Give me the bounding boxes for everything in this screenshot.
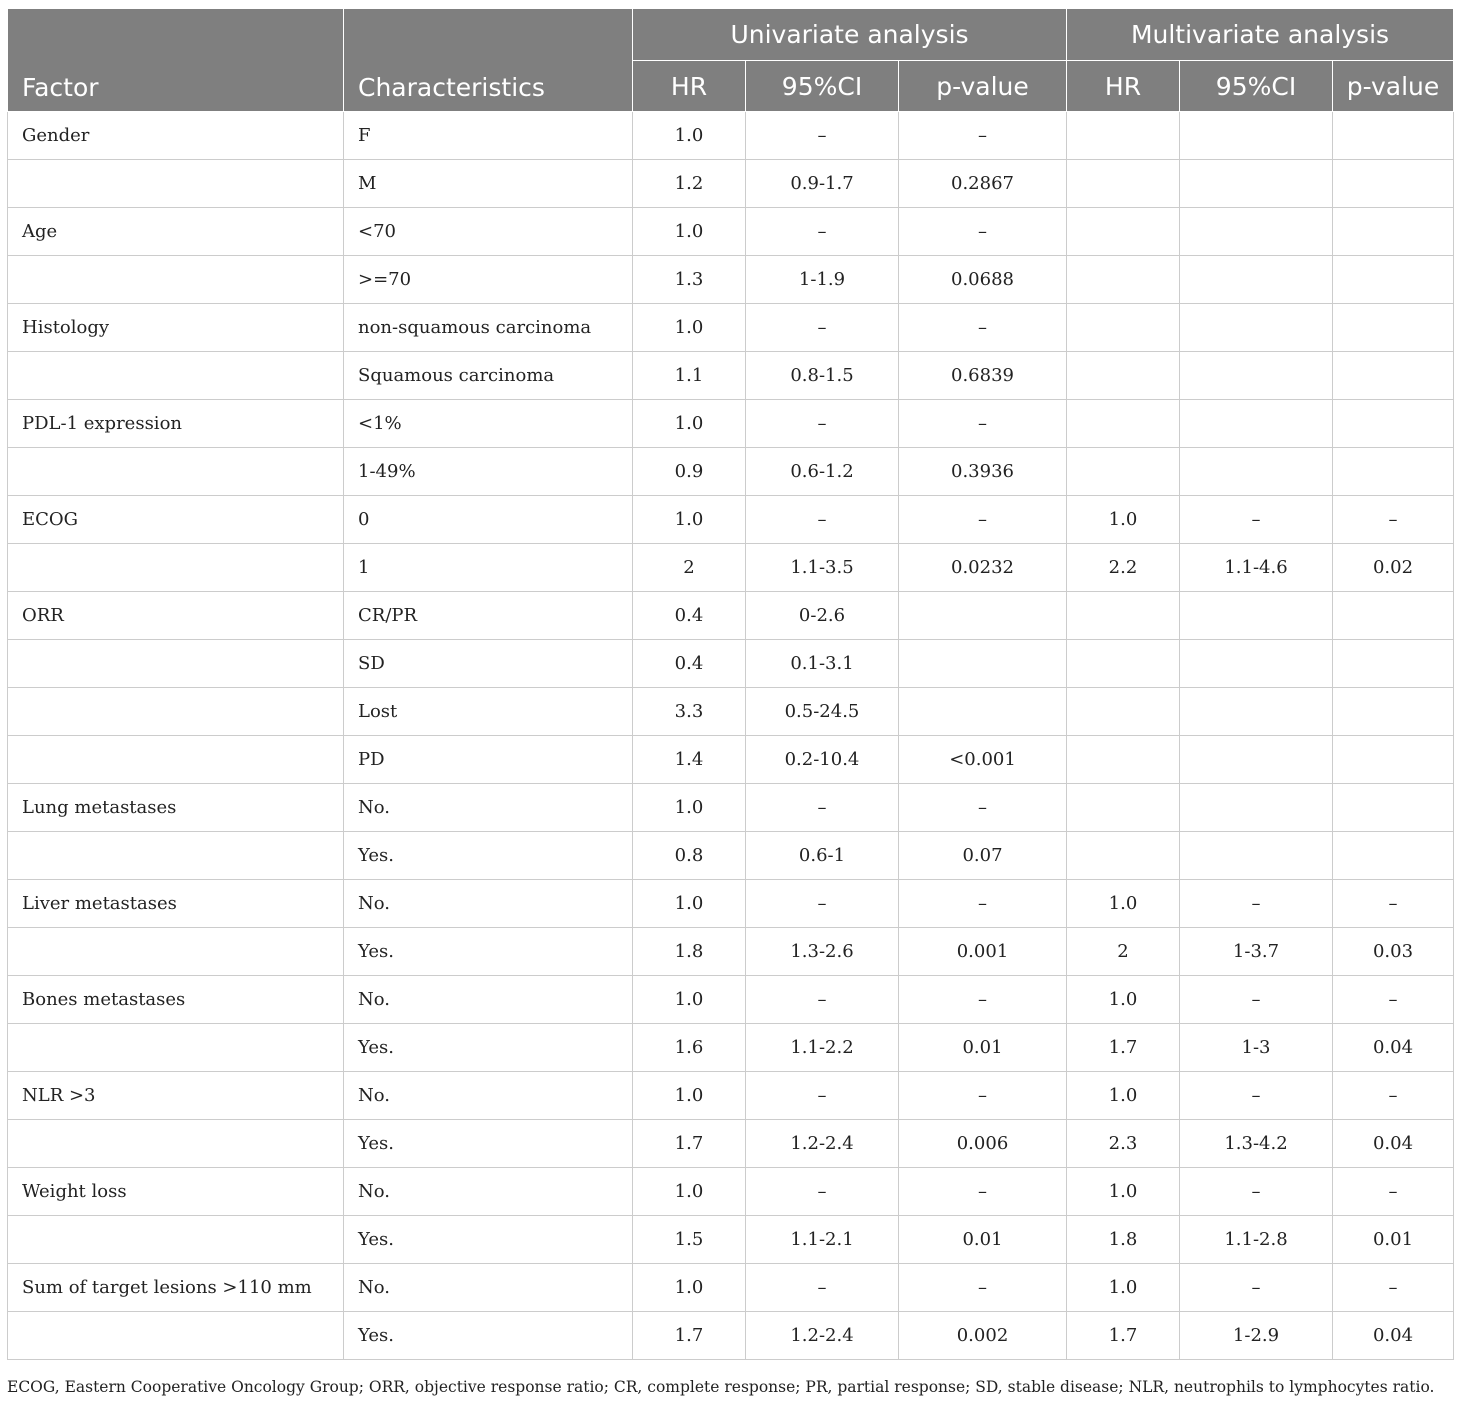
table-row xyxy=(8,352,1454,400)
cell-uni-ci: 1.1-2.1 xyxy=(746,1216,899,1264)
cell-uni-p: – xyxy=(899,112,1067,160)
cell-multi-ci xyxy=(1180,112,1333,160)
cell-uni-ci: 0.6-1.2 xyxy=(746,448,899,496)
cell-factor xyxy=(8,352,344,400)
cell-multi-ci: 1.1-4.6 xyxy=(1180,544,1333,592)
cell-factor xyxy=(8,160,344,208)
cell-multi-ci: – xyxy=(1180,880,1333,928)
cell-uni-hr: 0.4 xyxy=(633,592,746,640)
cell-factor: Histology xyxy=(8,304,344,352)
cell-uni-ci: – xyxy=(746,1168,899,1216)
cell-factor xyxy=(8,544,344,592)
cell-uni-hr: 1.0 xyxy=(633,400,746,448)
table-row xyxy=(8,928,1454,976)
table-row xyxy=(8,832,1454,880)
cell-multi-ci: – xyxy=(1180,1072,1333,1120)
cell-uni-p: 0.01 xyxy=(899,1024,1067,1072)
cell-uni-hr: 0.9 xyxy=(633,448,746,496)
cell-uni-p: – xyxy=(899,1264,1067,1312)
cell-multi-hr xyxy=(1067,448,1180,496)
cell-factor: NLR >3 xyxy=(8,1072,344,1120)
cell-multi-hr xyxy=(1067,256,1180,304)
cell-multi-p xyxy=(1333,112,1454,160)
cell-uni-ci: 0.5-24.5 xyxy=(746,688,899,736)
cell-multi-ci xyxy=(1180,688,1333,736)
cell-uni-ci: – xyxy=(746,208,899,256)
table-row xyxy=(8,1024,1454,1072)
table-row xyxy=(8,1168,1454,1216)
cell-uni-p: 0.01 xyxy=(899,1216,1067,1264)
cell-uni-ci: – xyxy=(746,496,899,544)
cell-multi-hr xyxy=(1067,208,1180,256)
cell-multi-p: – xyxy=(1333,976,1454,1024)
cell-multi-ci: 1.3-4.2 xyxy=(1180,1120,1333,1168)
cell-factor xyxy=(8,448,344,496)
cell-uni-p: – xyxy=(899,496,1067,544)
cell-multi-p xyxy=(1333,688,1454,736)
cell-uni-ci: 0.1-3.1 xyxy=(746,640,899,688)
cell-multi-p xyxy=(1333,400,1454,448)
cell-multi-hr xyxy=(1067,400,1180,448)
cell-multi-p: – xyxy=(1333,1072,1454,1120)
cell-characteristic: F xyxy=(344,112,633,160)
cell-characteristic: <70 xyxy=(344,208,633,256)
table-footnote: ECOG, Eastern Cooperative Oncology Group; ORR, objective response ratio; CR, complete response; PR, partial response; SD, stable disease; NLR, neutrophils to lymphocytes ratio. xyxy=(7,1378,1435,1396)
table-row xyxy=(8,1120,1454,1168)
cell-multi-p: – xyxy=(1333,1264,1454,1312)
cell-uni-p: – xyxy=(899,1072,1067,1120)
cell-characteristic: No. xyxy=(344,1264,633,1312)
table-container xyxy=(7,8,1453,1360)
cell-multi-p: 0.01 xyxy=(1333,1216,1454,1264)
cell-multi-ci: 1.1-2.8 xyxy=(1180,1216,1333,1264)
cell-multi-ci xyxy=(1180,736,1333,784)
cell-uni-ci: – xyxy=(746,976,899,1024)
cell-uni-hr: 0.8 xyxy=(633,832,746,880)
cell-multi-ci xyxy=(1180,256,1333,304)
cell-multi-hr: 1.0 xyxy=(1067,1168,1180,1216)
cell-uni-hr: 1.0 xyxy=(633,880,746,928)
cell-multi-hr: 1.0 xyxy=(1067,976,1180,1024)
cell-characteristic: No. xyxy=(344,976,633,1024)
cell-multi-p: 0.04 xyxy=(1333,1024,1454,1072)
cell-factor xyxy=(8,1216,344,1264)
cell-multi-hr xyxy=(1067,304,1180,352)
table-body xyxy=(8,112,1454,1360)
cell-uni-p xyxy=(899,688,1067,736)
cell-uni-ci: 1.3-2.6 xyxy=(746,928,899,976)
cell-uni-ci: – xyxy=(746,400,899,448)
cell-multi-hr: 1.7 xyxy=(1067,1024,1180,1072)
cell-uni-ci: – xyxy=(746,784,899,832)
cell-uni-ci: 1.1-3.5 xyxy=(746,544,899,592)
cell-uni-hr: 1.0 xyxy=(633,784,746,832)
cell-factor xyxy=(8,1024,344,1072)
cell-multi-ci xyxy=(1180,304,1333,352)
cell-uni-hr: 0.4 xyxy=(633,640,746,688)
cell-multi-hr: 1.0 xyxy=(1067,496,1180,544)
cell-factor: Lung metastases xyxy=(8,784,344,832)
cell-uni-p: 0.0232 xyxy=(899,544,1067,592)
cell-uni-ci: 0.2-10.4 xyxy=(746,736,899,784)
table-row xyxy=(8,496,1454,544)
cell-characteristic: Yes. xyxy=(344,832,633,880)
header-multi-ci: 95%CI xyxy=(1180,61,1333,112)
cell-multi-hr: 1.7 xyxy=(1067,1312,1180,1360)
table-row xyxy=(8,112,1454,160)
cell-multi-p xyxy=(1333,304,1454,352)
cell-factor: ORR xyxy=(8,592,344,640)
cell-uni-p: 0.001 xyxy=(899,928,1067,976)
cell-multi-ci: – xyxy=(1180,976,1333,1024)
cell-characteristic: No. xyxy=(344,1168,633,1216)
cell-characteristic: 1 xyxy=(344,544,633,592)
cell-characteristic: No. xyxy=(344,1072,633,1120)
cell-uni-p: 0.6839 xyxy=(899,352,1067,400)
cell-multi-p xyxy=(1333,640,1454,688)
cell-uni-p: 0.2867 xyxy=(899,160,1067,208)
cell-multi-p xyxy=(1333,592,1454,640)
cell-multi-ci xyxy=(1180,400,1333,448)
cell-uni-p: 0.3936 xyxy=(899,448,1067,496)
cell-multi-ci: 1-3 xyxy=(1180,1024,1333,1072)
table-row xyxy=(8,1216,1454,1264)
cell-uni-hr: 1.7 xyxy=(633,1120,746,1168)
table-row xyxy=(8,592,1454,640)
cell-multi-p: – xyxy=(1333,880,1454,928)
table-row xyxy=(8,544,1454,592)
cell-multi-ci: – xyxy=(1180,1168,1333,1216)
cell-multi-hr xyxy=(1067,736,1180,784)
cell-characteristic: Yes. xyxy=(344,1312,633,1360)
cell-uni-hr: 1.0 xyxy=(633,496,746,544)
table-row xyxy=(8,640,1454,688)
cell-uni-ci: 0.9-1.7 xyxy=(746,160,899,208)
cell-uni-hr: 1.0 xyxy=(633,976,746,1024)
cell-uni-hr: 1.0 xyxy=(633,208,746,256)
cell-multi-hr xyxy=(1067,352,1180,400)
cell-uni-hr: 1.0 xyxy=(633,1072,746,1120)
cell-factor: ECOG xyxy=(8,496,344,544)
table-header xyxy=(8,9,1454,112)
cell-multi-ci xyxy=(1180,208,1333,256)
cell-multi-p xyxy=(1333,160,1454,208)
cell-factor xyxy=(8,640,344,688)
cell-factor xyxy=(8,928,344,976)
cell-characteristic: Yes. xyxy=(344,1024,633,1072)
cell-multi-p xyxy=(1333,448,1454,496)
cell-multi-ci: – xyxy=(1180,496,1333,544)
table-row xyxy=(8,160,1454,208)
cell-multi-p: 0.04 xyxy=(1333,1120,1454,1168)
header-uni-hr: HR xyxy=(633,61,746,112)
cell-multi-hr: 1.0 xyxy=(1067,1264,1180,1312)
cell-multi-p xyxy=(1333,736,1454,784)
hazard-ratio-table xyxy=(7,8,1454,1360)
cell-uni-p xyxy=(899,640,1067,688)
cell-uni-hr: 1.2 xyxy=(633,160,746,208)
cell-multi-ci: 1-3.7 xyxy=(1180,928,1333,976)
header-multivariate: Multivariate analysis xyxy=(1067,9,1454,61)
cell-multi-p: 0.03 xyxy=(1333,928,1454,976)
cell-characteristic: Yes. xyxy=(344,1216,633,1264)
table-row xyxy=(8,1072,1454,1120)
cell-characteristic: M xyxy=(344,160,633,208)
cell-multi-hr: 2.2 xyxy=(1067,544,1180,592)
cell-characteristic: No. xyxy=(344,784,633,832)
table-row xyxy=(8,880,1454,928)
cell-uni-hr: 1.0 xyxy=(633,112,746,160)
cell-multi-hr: 2.3 xyxy=(1067,1120,1180,1168)
cell-factor: Weight loss xyxy=(8,1168,344,1216)
cell-uni-hr: 1.1 xyxy=(633,352,746,400)
cell-characteristic: non-squamous carcinoma xyxy=(344,304,633,352)
cell-characteristic: Yes. xyxy=(344,928,633,976)
cell-multi-hr xyxy=(1067,640,1180,688)
cell-multi-hr: 1.8 xyxy=(1067,1216,1180,1264)
cell-characteristic: 0 xyxy=(344,496,633,544)
cell-characteristic: 1-49% xyxy=(344,448,633,496)
cell-multi-hr xyxy=(1067,832,1180,880)
cell-factor xyxy=(8,1312,344,1360)
cell-uni-hr: 1.0 xyxy=(633,304,746,352)
cell-uni-p: – xyxy=(899,976,1067,1024)
cell-multi-ci xyxy=(1180,352,1333,400)
cell-multi-hr xyxy=(1067,784,1180,832)
cell-characteristic: SD xyxy=(344,640,633,688)
cell-uni-ci: 1-1.9 xyxy=(746,256,899,304)
cell-multi-p: – xyxy=(1333,1168,1454,1216)
table-row xyxy=(8,1312,1454,1360)
cell-multi-hr: 2 xyxy=(1067,928,1180,976)
table-row xyxy=(8,976,1454,1024)
cell-uni-hr: 1.7 xyxy=(633,1312,746,1360)
cell-uni-p: – xyxy=(899,400,1067,448)
cell-uni-p: 0.0688 xyxy=(899,256,1067,304)
cell-multi-ci xyxy=(1180,640,1333,688)
cell-uni-p: – xyxy=(899,208,1067,256)
cell-uni-p: – xyxy=(899,304,1067,352)
cell-uni-ci: 1.2-2.4 xyxy=(746,1312,899,1360)
cell-factor: Sum of target lesions >110 mm xyxy=(8,1264,344,1312)
cell-uni-hr: 1.0 xyxy=(633,1168,746,1216)
table-row xyxy=(8,1264,1454,1312)
cell-uni-ci: – xyxy=(746,1264,899,1312)
cell-multi-hr xyxy=(1067,688,1180,736)
cell-factor: Bones metastases xyxy=(8,976,344,1024)
cell-uni-p: 0.002 xyxy=(899,1312,1067,1360)
cell-uni-ci: 0.8-1.5 xyxy=(746,352,899,400)
cell-multi-p xyxy=(1333,256,1454,304)
cell-uni-ci: – xyxy=(746,1072,899,1120)
cell-multi-hr: 1.0 xyxy=(1067,880,1180,928)
cell-characteristic: >=70 xyxy=(344,256,633,304)
header-uni-p: p-value xyxy=(899,61,1067,112)
cell-uni-ci: – xyxy=(746,304,899,352)
cell-factor xyxy=(8,256,344,304)
cell-multi-ci xyxy=(1180,448,1333,496)
cell-uni-p: 0.07 xyxy=(899,832,1067,880)
cell-factor: Age xyxy=(8,208,344,256)
header-multi-p: p-value xyxy=(1333,61,1454,112)
cell-uni-hr: 2 xyxy=(633,544,746,592)
cell-multi-hr xyxy=(1067,160,1180,208)
table-row xyxy=(8,400,1454,448)
cell-uni-p: – xyxy=(899,784,1067,832)
table-row xyxy=(8,688,1454,736)
cell-uni-ci: 1.1-2.2 xyxy=(746,1024,899,1072)
cell-uni-hr: 1.4 xyxy=(633,736,746,784)
table-row xyxy=(8,736,1454,784)
header-characteristics: Characteristics xyxy=(344,9,633,112)
header-uni-ci: 95%CI xyxy=(746,61,899,112)
cell-multi-ci xyxy=(1180,160,1333,208)
cell-uni-hr: 1.6 xyxy=(633,1024,746,1072)
cell-uni-hr: 1.3 xyxy=(633,256,746,304)
cell-factor xyxy=(8,832,344,880)
cell-multi-p xyxy=(1333,208,1454,256)
cell-characteristic: CR/PR xyxy=(344,592,633,640)
header-multi-hr: HR xyxy=(1067,61,1180,112)
cell-uni-ci: 0.6-1 xyxy=(746,832,899,880)
cell-characteristic: Yes. xyxy=(344,1120,633,1168)
cell-multi-ci: 1-2.9 xyxy=(1180,1312,1333,1360)
table-row xyxy=(8,304,1454,352)
cell-multi-ci xyxy=(1180,592,1333,640)
cell-uni-hr: 1.0 xyxy=(633,1264,746,1312)
header-univariate: Univariate analysis xyxy=(633,9,1067,61)
cell-characteristic: PD xyxy=(344,736,633,784)
cell-uni-hr: 3.3 xyxy=(633,688,746,736)
cell-multi-ci xyxy=(1180,784,1333,832)
cell-uni-p: – xyxy=(899,1168,1067,1216)
cell-uni-p xyxy=(899,592,1067,640)
cell-uni-p: 0.006 xyxy=(899,1120,1067,1168)
cell-multi-ci xyxy=(1180,832,1333,880)
table-row xyxy=(8,784,1454,832)
cell-characteristic: No. xyxy=(344,880,633,928)
cell-factor xyxy=(8,688,344,736)
header-factor: Factor xyxy=(8,9,344,112)
cell-multi-p: 0.04 xyxy=(1333,1312,1454,1360)
cell-uni-p: <0.001 xyxy=(899,736,1067,784)
cell-multi-p xyxy=(1333,784,1454,832)
table-row xyxy=(8,256,1454,304)
cell-multi-p xyxy=(1333,832,1454,880)
cell-factor xyxy=(8,1120,344,1168)
cell-factor: PDL-1 expression xyxy=(8,400,344,448)
cell-uni-ci: – xyxy=(746,880,899,928)
table-row xyxy=(8,448,1454,496)
cell-uni-ci: 0-2.6 xyxy=(746,592,899,640)
cell-uni-hr: 1.5 xyxy=(633,1216,746,1264)
cell-factor: Gender xyxy=(8,112,344,160)
cell-multi-hr xyxy=(1067,592,1180,640)
cell-multi-ci: – xyxy=(1180,1264,1333,1312)
cell-factor xyxy=(8,736,344,784)
cell-characteristic: Squamous carcinoma xyxy=(344,352,633,400)
cell-multi-hr: 1.0 xyxy=(1067,1072,1180,1120)
cell-multi-p xyxy=(1333,352,1454,400)
cell-uni-ci: 1.2-2.4 xyxy=(746,1120,899,1168)
cell-multi-hr xyxy=(1067,112,1180,160)
cell-uni-hr: 1.8 xyxy=(633,928,746,976)
cell-uni-p: – xyxy=(899,880,1067,928)
cell-multi-p: 0.02 xyxy=(1333,544,1454,592)
cell-multi-p: – xyxy=(1333,496,1454,544)
cell-factor: Liver metastases xyxy=(8,880,344,928)
cell-characteristic: <1% xyxy=(344,400,633,448)
cell-uni-ci: – xyxy=(746,112,899,160)
cell-characteristic: Lost xyxy=(344,688,633,736)
table-row xyxy=(8,208,1454,256)
